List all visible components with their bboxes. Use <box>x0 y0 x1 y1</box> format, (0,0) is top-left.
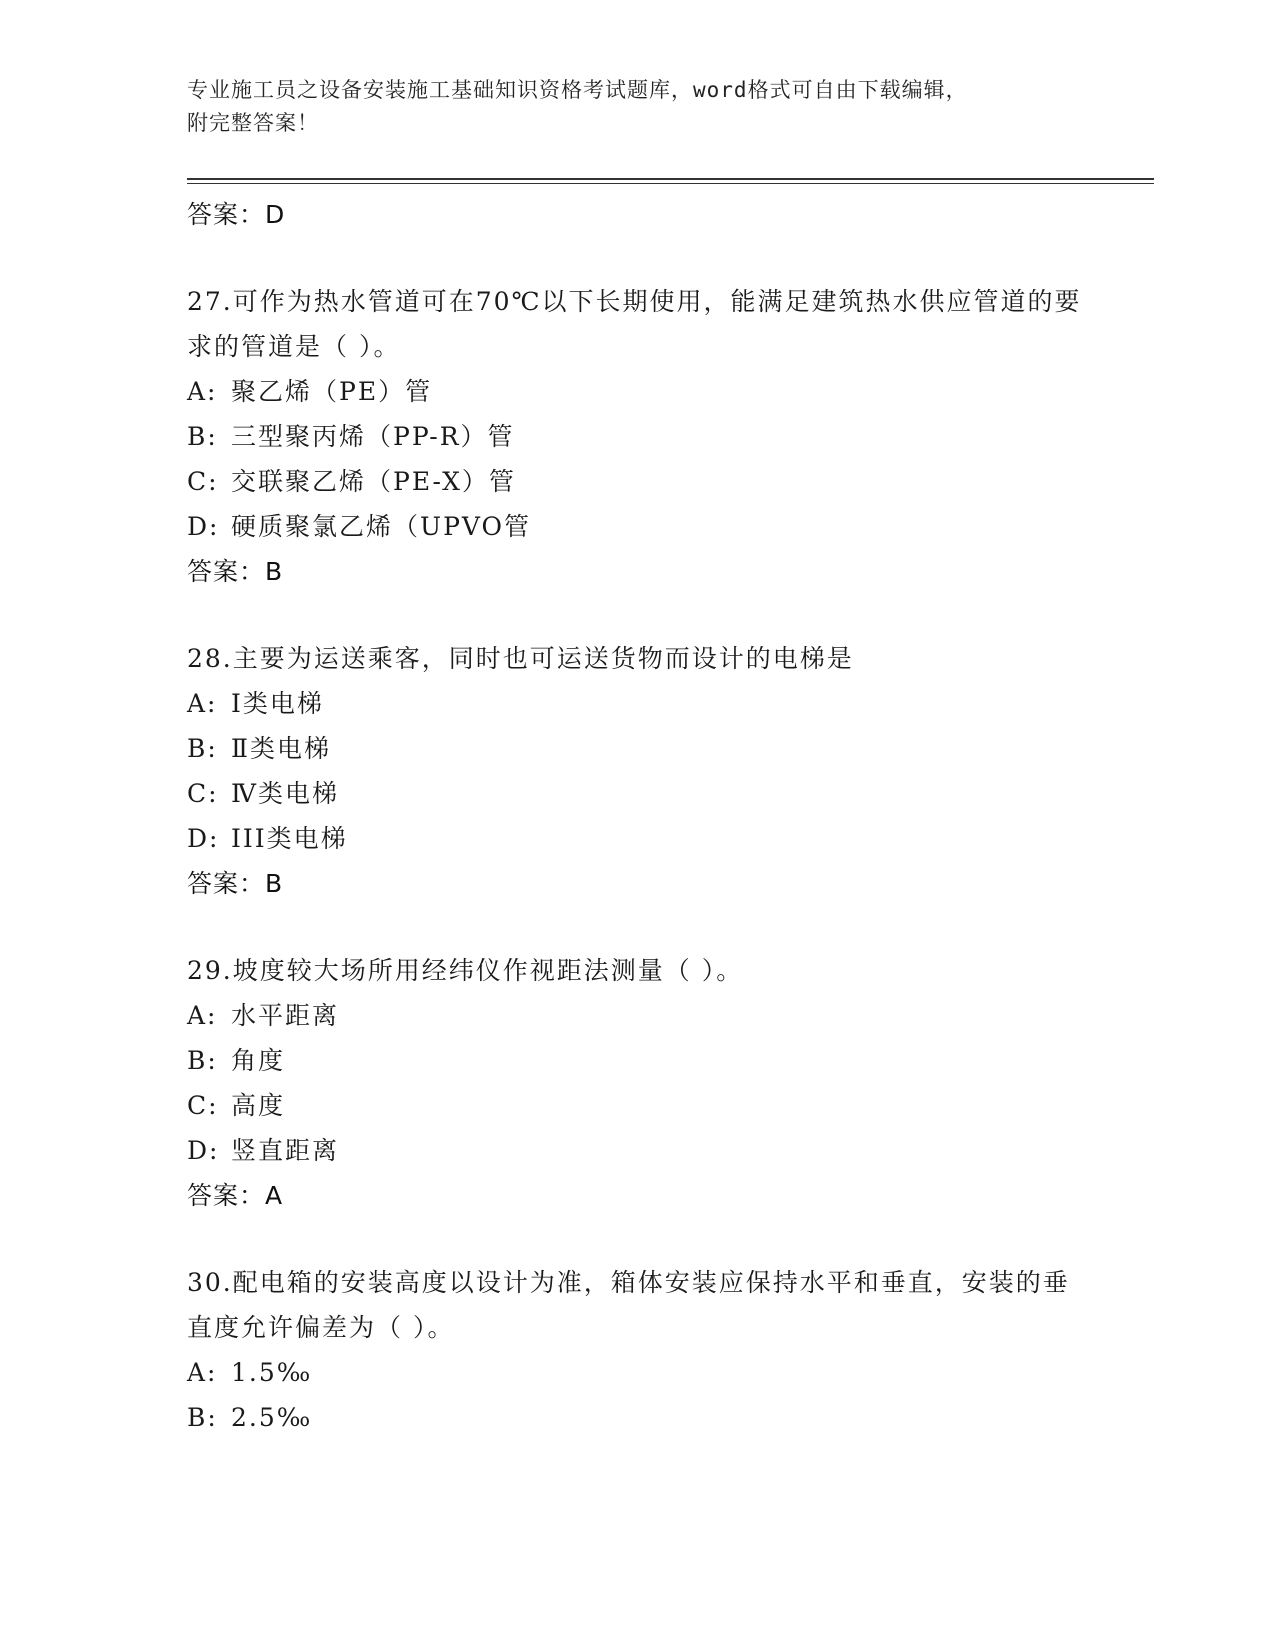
option-a <box>187 681 1087 726</box>
spacer <box>187 237 1087 279</box>
option-d <box>187 504 1087 549</box>
spacer <box>187 594 1087 636</box>
option-a <box>187 369 1087 414</box>
option-text: 交联聚乙烯（PE-X）管 <box>231 467 516 496</box>
question-text: 27.可作为热水管道可在70℃以下长期使用，能满足建筑热水供应管道的要求的管道是（ ）。 <box>187 287 1082 361</box>
option-d <box>187 1128 1087 1173</box>
question-30 <box>187 1260 1087 1440</box>
answer-29: 答案：A <box>187 1181 284 1210</box>
answer-28: 答案：B <box>187 869 284 898</box>
option-letter: B: <box>187 734 218 763</box>
option-text: I类电梯 <box>231 689 324 718</box>
option-text: 三型聚丙烯（PP-R）管 <box>231 422 515 451</box>
option-c <box>187 459 1087 504</box>
option-letter: A: <box>187 377 218 406</box>
spacer <box>187 906 1087 948</box>
question-list <box>187 192 1087 1440</box>
option-text: 1.5‰ <box>231 1358 313 1387</box>
option-letter: A: <box>187 1001 218 1030</box>
option-letter: C: <box>187 1091 219 1120</box>
option-letter: A: <box>187 1358 218 1387</box>
option-letter: A: <box>187 689 218 718</box>
option-a <box>187 993 1087 1038</box>
question-29 <box>187 948 1087 1218</box>
option-text: III类电梯 <box>231 824 348 853</box>
option-text: 角度 <box>231 1046 286 1075</box>
question-text: 30.配电箱的安装高度以设计为准，箱体安装应保持水平和垂直，安装的垂直度允许偏差为（ ）。 <box>187 1268 1070 1342</box>
option-a <box>187 1350 1087 1395</box>
answer-27: 答案：B <box>187 557 284 586</box>
option-text: Ⅳ类电梯 <box>231 779 339 808</box>
option-letter: D: <box>187 824 220 853</box>
option-letter: D: <box>187 1136 220 1165</box>
option-letter: D: <box>187 512 220 541</box>
option-d <box>187 816 1087 861</box>
option-c <box>187 771 1087 816</box>
option-text: 2.5‰ <box>231 1403 313 1432</box>
option-letter: B: <box>187 1403 218 1432</box>
option-text: 聚乙烯（PE）管 <box>231 377 433 406</box>
page-header <box>187 74 1087 140</box>
option-text: 竖直距离 <box>231 1136 340 1165</box>
answer-prev: 答案：D <box>187 200 286 229</box>
option-letter: C: <box>187 467 219 496</box>
option-b <box>187 414 1087 459</box>
header-rule-thin <box>187 183 1154 184</box>
option-b <box>187 726 1087 771</box>
option-text: 水平距离 <box>231 1001 340 1030</box>
option-text: 高度 <box>231 1091 286 1120</box>
option-letter: B: <box>187 1046 218 1075</box>
question-text: 29.坡度较大场所用经纬仪作视距法测量（ ）。 <box>187 956 744 985</box>
header-rule-thick <box>187 178 1154 180</box>
question-28 <box>187 636 1087 906</box>
header-line-1: 专业施工员之设备安装施工基础知识资格考试题库，word格式可自由下载编辑， <box>187 78 968 102</box>
question-27 <box>187 279 1087 594</box>
option-text: 硬质聚氯乙烯（UPVO管 <box>231 512 532 541</box>
option-letter: C: <box>187 779 219 808</box>
option-text: Ⅱ类电梯 <box>231 734 331 763</box>
option-c <box>187 1083 1087 1128</box>
spacer <box>187 1218 1087 1260</box>
option-letter: B: <box>187 422 218 451</box>
question-text: 28.主要为运送乘客，同时也可运送货物而设计的电梯是 <box>187 644 854 673</box>
option-b <box>187 1395 1087 1440</box>
header-line-2: 附完整答案！ <box>187 111 319 135</box>
option-b <box>187 1038 1087 1083</box>
